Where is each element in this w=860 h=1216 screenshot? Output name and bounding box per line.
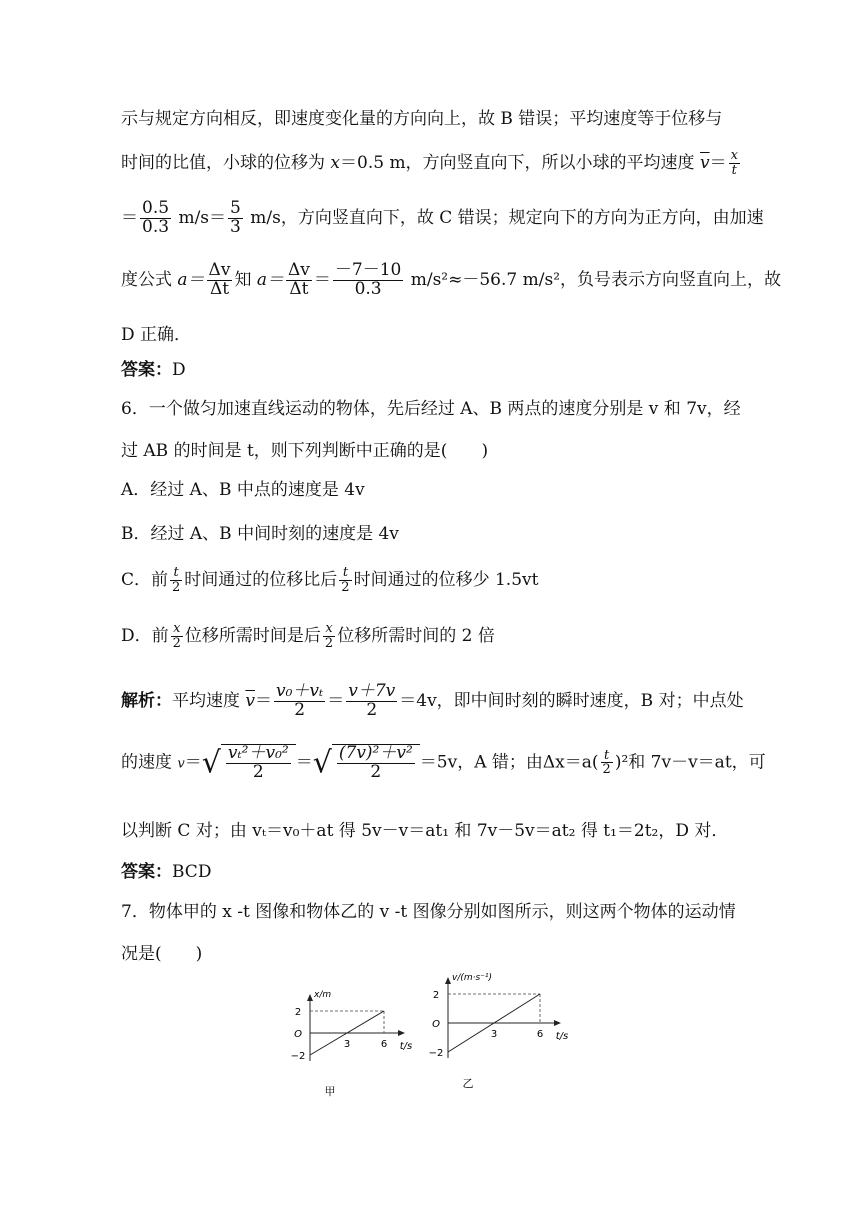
- y-axis-arrow: [445, 977, 451, 984]
- solution-line-3: [121, 198, 764, 237]
- fraction-t-2: $\frac{t}{2}$: [172, 565, 181, 595]
- sqrt-sign: √: [312, 745, 332, 781]
- y-tick-label: 2: [294, 1007, 302, 1018]
- y-axis-label: x/m: [314, 990, 332, 1000]
- x-axis-label: t/s: [399, 1041, 413, 1052]
- sqrt-body-1: [221, 744, 296, 782]
- fraction-root-1: $\frac{\text{vₜ²＋v₀²}}{2}$: [227, 743, 289, 782]
- v-bar: $\overline{v}$: [245, 690, 256, 711]
- chart-caption: 甲: [324, 1085, 336, 1098]
- text: ＝4v，即中间时刻的瞬时速度，B 对；中点处: [399, 690, 744, 711]
- equals: ＝: [313, 269, 331, 290]
- y-tick-label: −2: [290, 1051, 306, 1062]
- answer-6: [121, 857, 741, 882]
- text: m/s，方向竖直向下，故 C 错误；规定向下的方向为正方向，由加速: [250, 207, 764, 228]
- chart-jia: [280, 985, 420, 1105]
- q7-stem-2: 况是( ): [121, 944, 203, 964]
- text: 位移所需时间是后: [184, 626, 321, 646]
- fraction-t-2b: $\frac{t}{2}$: [341, 565, 350, 595]
- equals: ＝: [121, 207, 138, 228]
- text: ＝5v，A 错；由Δx＝a(: [419, 752, 599, 773]
- fraction-value: $\frac{-7-10}{0.3}$: [334, 260, 402, 299]
- fraction-x-t: $\frac{x}{t}$: [730, 148, 738, 178]
- q6-option-a: A．经过 A、B 中点的速度是 4v: [121, 480, 365, 500]
- text: )²和 7v－v＝at，可: [614, 752, 766, 773]
- solution-line-2: [121, 148, 741, 178]
- fraction-05-03: $\frac{0.5}{0.3}$: [142, 198, 170, 237]
- analysis-label: 解析：: [121, 690, 172, 711]
- x-axis-label: t/s: [555, 1031, 569, 1042]
- text: 度公式: [121, 269, 178, 290]
- answer-value: BCD: [172, 862, 212, 882]
- q7-stem-1: 7．物体甲的 x -t 图像和物体乙的 v -t 图像分别如图所示，则这两个物体的运动情: [121, 902, 736, 922]
- fraction-v-7v: $\frac{v+7v}{2}$: [348, 681, 396, 720]
- y-axis-arrow: [307, 994, 313, 1001]
- text: 位移所需时间的 2 倍: [337, 626, 495, 646]
- x-axis-arrow: [398, 1030, 405, 1036]
- origin-label: O: [294, 1029, 302, 1040]
- text: ＝: [184, 752, 202, 773]
- v-bar: $\overline{v}$: [699, 153, 710, 173]
- text: 知: [234, 269, 257, 290]
- answer-label: 答案：: [121, 862, 172, 882]
- q6-option-b: B．经过 A、B 中间时刻的速度是 4v: [121, 524, 399, 544]
- analysis-line-3: 以判断 C 对；由 vₜ＝v₀＋at 得 5v－v＝at₁ 和 7v－5v＝at₂ 得 t₁＝2t₂，D 对．: [121, 821, 729, 841]
- fraction-5-3: $\frac{5}{3}$: [230, 198, 241, 237]
- origin-label: O: [432, 1019, 440, 1030]
- text: 时间通过的位移比后: [184, 570, 338, 590]
- solution-line-5: D 正确．: [121, 325, 192, 345]
- text: ＝: [327, 690, 345, 711]
- sqrt-body-2: [332, 744, 420, 782]
- y-tick-label: −2: [428, 1048, 444, 1059]
- text: ＝: [295, 752, 313, 773]
- fraction-v0-vt: $\frac{\text{v₀＋vₜ}}{2}$: [276, 681, 324, 720]
- text: m/s＝: [178, 207, 227, 228]
- text: 时间通过的位移少 1.5vt: [353, 570, 539, 590]
- text: C．前: [121, 570, 169, 590]
- text: ＝: [709, 153, 727, 173]
- text: m/s²≈－56.7 m/s²，负号表示方向竖直向上，故: [410, 269, 782, 290]
- text: a＝: [256, 269, 284, 290]
- answer-5: [121, 355, 741, 380]
- x-tick-label: 3: [490, 1029, 498, 1040]
- analysis-line-1: [121, 681, 744, 720]
- text: D．前: [121, 626, 169, 646]
- y-tick-label: 2: [432, 990, 440, 1001]
- chart-yi: [420, 965, 580, 1105]
- text: ＝0.5 m，方向竖直向下，所以小球的平均速度: [340, 153, 700, 173]
- fraction-x-2b: $\frac{x}{2}$: [324, 621, 334, 651]
- solution-line-1: 示与规定方向相反，即速度变化量的方向向上，故 B 错误；平均速度等于位移与: [121, 109, 723, 129]
- text: a＝: [177, 269, 205, 290]
- q6-option-d: [121, 621, 741, 651]
- answer-value: D: [172, 360, 186, 380]
- fraction-root-2: $\frac{\text{(7v)²＋v²}}{2}$: [338, 743, 413, 782]
- fraction-dv-dt-2: $\frac{\Delta v}{\Delta t}$: [287, 260, 310, 299]
- text: 时间的比值，小球的位移为: [121, 153, 331, 173]
- q6-stem-2: 过 AB 的时间是 t，则下列判断中正确的是( ): [121, 441, 489, 461]
- fraction-t-2c: $\frac{t}{2}$: [602, 747, 611, 778]
- x-tick-label: 3: [343, 1039, 351, 1050]
- text: 平均速度: [172, 690, 246, 711]
- x-axis-arrow: [554, 1020, 561, 1026]
- x-tick-label: 6: [536, 1029, 544, 1040]
- fraction-x-2: $\frac{x}{2}$: [172, 621, 181, 651]
- y-axis-label: v/(m·s⁻¹): [452, 973, 493, 983]
- answer-label: 答案：: [121, 360, 172, 380]
- solution-line-4: [121, 260, 782, 299]
- var-x: x: [330, 153, 340, 173]
- fraction-dv-dt: $\frac{\Delta v}{\Delta t}$: [208, 260, 231, 299]
- sqrt-sign: √: [201, 745, 221, 781]
- text: ＝: [255, 690, 273, 711]
- analysis-line-2: [121, 743, 766, 782]
- text: 的速度: [121, 752, 178, 773]
- q6-option-c: [121, 565, 741, 595]
- x-tick-label: 6: [380, 1039, 388, 1050]
- v-midpoint: v: [177, 756, 185, 772]
- chart-caption: 乙: [462, 1077, 474, 1090]
- q6-stem-1: 6．一个做匀加速直线运动的物体，先后经过 A、B 两点的速度分别是 v 和 7v，经: [121, 399, 741, 419]
